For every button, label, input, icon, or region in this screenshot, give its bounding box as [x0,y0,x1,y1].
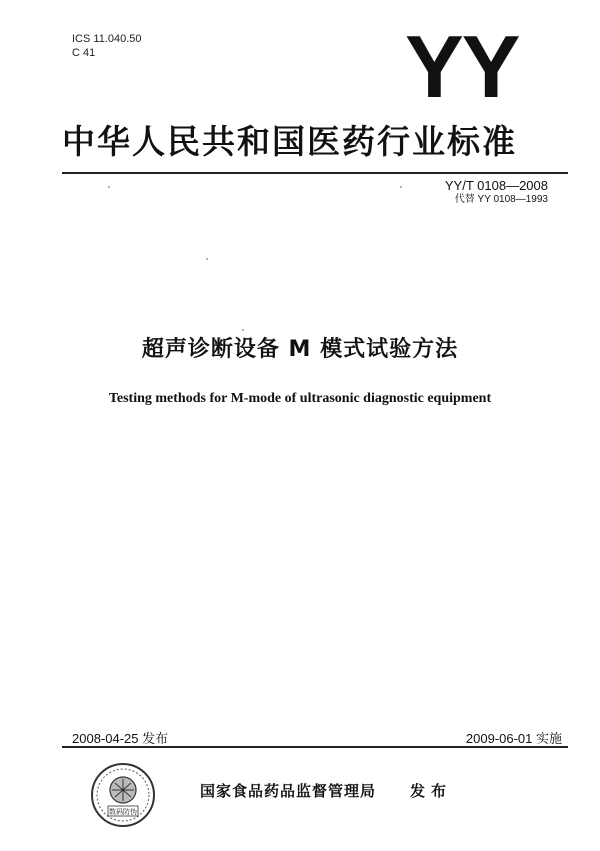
publish-date: 2008-04-25 发布 [72,731,169,746]
organization-title: 中华人民共和国医药行业标准 [62,122,517,161]
title-english: Testing methods for M-mode of ultrasonic diagnostic equipment [108,391,492,406]
scan-speck [242,329,244,331]
header-divider [62,172,568,174]
footer-divider [62,746,568,748]
replaces-note: 代替 YY 0108—1993 [454,194,548,205]
ccs-code: C 41 [72,47,96,59]
standard-mark: YY [405,17,519,116]
title-chinese: 超声诊断设备 M 模式试验方法 [141,337,459,362]
seal-emblem-icon [90,762,156,828]
issuer-name: 国家食品药品监督管理局 [200,782,377,800]
svg-text:数码防伪: 数码防伪 [109,808,137,816]
ics-code: ICS 11.040.50 [72,33,142,45]
classification-codes [72,32,142,60]
issuer-line [200,780,452,801]
standard-number-block [445,178,548,206]
scan-speck [400,186,402,188]
standard-code: YY/T 0108—2008 [444,178,548,193]
scan-speck [206,258,208,260]
scan-speck [108,186,110,188]
issuer-action: 发布 [410,782,453,800]
implement-date: 2009-06-01 实施 [465,731,562,746]
